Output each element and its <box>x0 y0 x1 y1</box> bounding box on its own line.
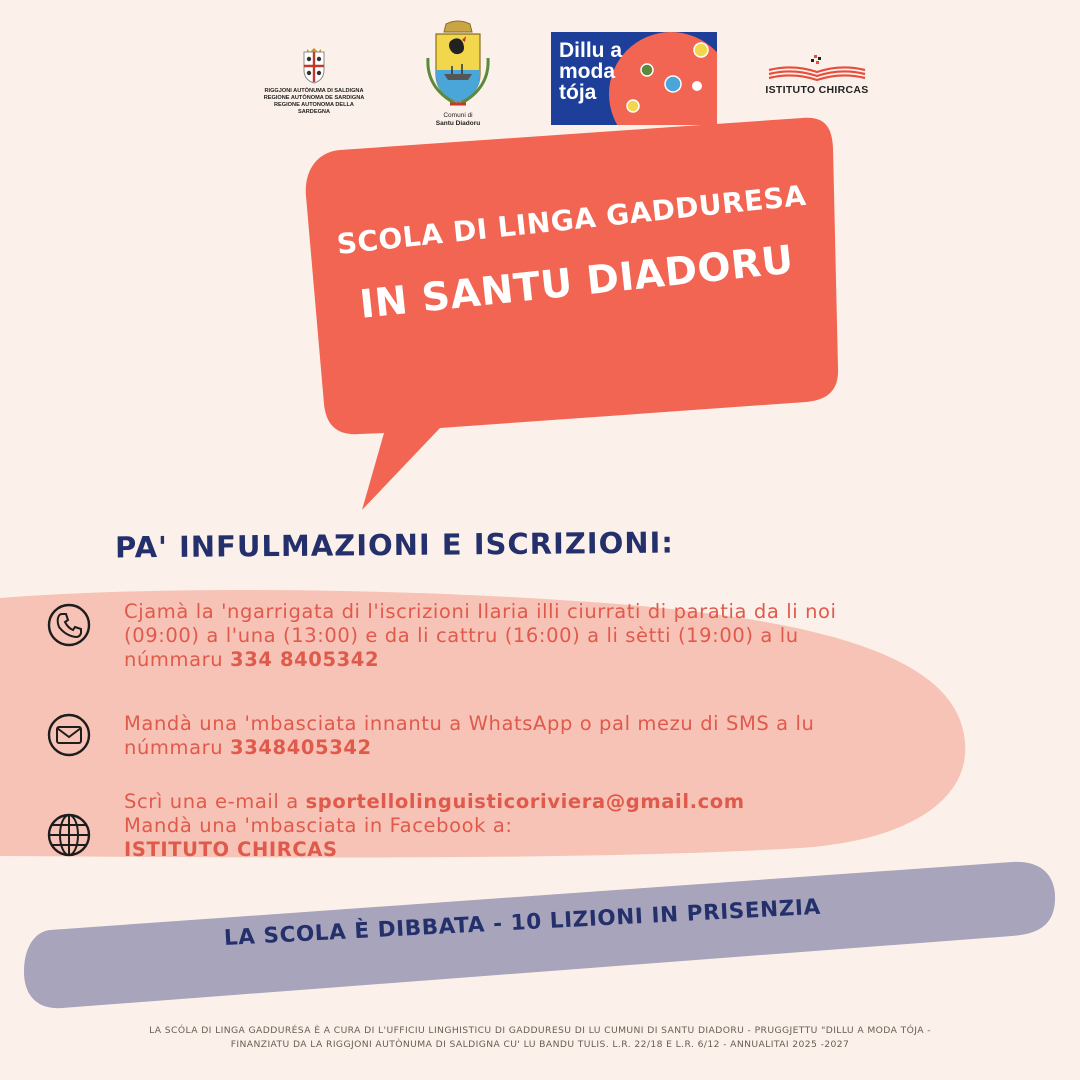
free-course-banner-text: LA SCOLA È DIBBATA - 10 LIZIONI IN PRISENZIA <box>223 894 822 951</box>
whatsapp-contact <box>124 712 864 760</box>
info-heading: PA' INFULMAZIONI E ISCRIZIONI: <box>114 525 675 565</box>
footer-credits <box>40 1024 1040 1052</box>
comune-logo <box>418 18 498 128</box>
sardinia-crest-icon <box>302 48 326 84</box>
region-line-2: REGIONE AUTÒNOMA DE SARDIGNA <box>263 95 365 101</box>
facebook-contact-text: Mandà una 'mbasciata in Facebook a: <box>124 814 513 837</box>
comune-line-2: Santu Diadoru <box>435 120 481 127</box>
mail-icon <box>46 712 92 758</box>
footer-line-1: LA SCÓLA DI LINGA GADDURÉSA È A CURA DI L'UFFICIU LINGHISTICU DI GADDURESU DI LU CUMUNI DI SANTU DIADORU - PRUGGJETTU "DILLU A MODA TÓJA - <box>149 1025 931 1036</box>
phone-number[interactable]: 334 8405342 <box>230 648 380 671</box>
facebook-name[interactable]: ISTITUTO CHIRCAS <box>124 838 338 861</box>
open-book-icon <box>765 54 869 84</box>
comune-line-1: Comuni di <box>443 112 473 119</box>
whatsapp-contact-text: Mandà una 'mbasciata innantu a WhatsApp o pal mezu di SMS a lu númmaru <box>124 712 815 759</box>
phone-contact-text: Cjamà la 'ngarrigata di l'iscrizioni Ilaria illi ciurrati di paratia da li noi (09:00) a l'una (13:00) e da li cattru (16:00) a li sètti (19:00) a lu númmaru <box>124 600 837 671</box>
region-line-1: RIGGJONI AUTÒNUMA DI SALDIGNA <box>264 88 364 94</box>
headline-line-2: IN SANTU DIADORU <box>357 237 796 328</box>
email-facebook-contact <box>124 790 884 862</box>
region-sardinia-logo <box>262 48 366 116</box>
comune-crest-icon <box>418 18 498 112</box>
istituto-chircas-logo <box>765 54 869 96</box>
bottom-banner-shape <box>24 862 1055 1008</box>
phone-contact <box>124 600 894 672</box>
phone-icon <box>46 602 92 648</box>
headline-line-1: SCOLA DI LINGA GADDURESA <box>335 178 808 261</box>
globe-icon <box>46 812 92 858</box>
footer-line-2: FINANZIATU DA LA RIGGJONI AUTÒNUMA DI SALDIGNA CU' LU BANDU TULIS. L.R. 22/18 E L.R. 6/12 - ANNUALITAI 2025 -2027 <box>230 1039 850 1050</box>
whatsapp-number[interactable]: 3348405342 <box>230 736 372 759</box>
chircas-name: ISTITUTO CHIRCAS <box>765 84 869 96</box>
dillu-title: Dillu a moda tója <box>559 39 623 104</box>
region-line-3: REGIONE AUTONOMA DELLA SARDEGNA <box>274 102 354 115</box>
dillu-a-moda-toja-logo <box>551 32 717 125</box>
email-contact-text: Scrì una e-mail a <box>124 790 299 813</box>
email-address[interactable]: sportellolinguisticoriviera@gmail.com <box>305 790 745 813</box>
